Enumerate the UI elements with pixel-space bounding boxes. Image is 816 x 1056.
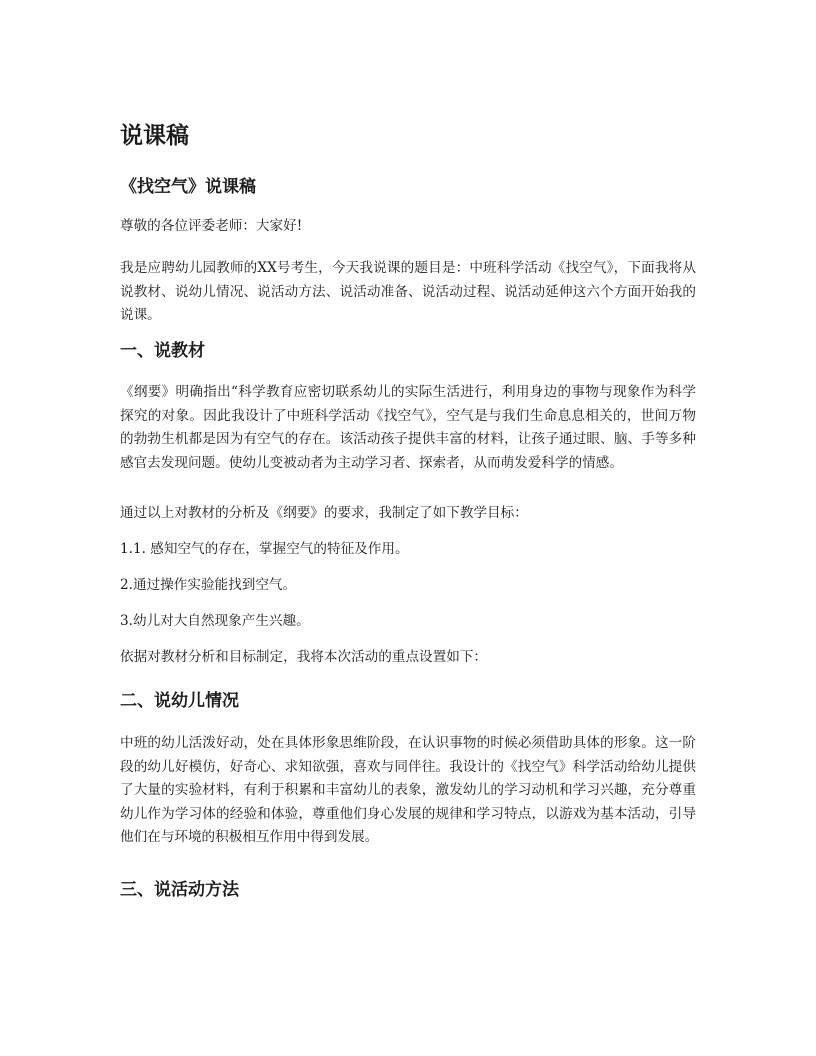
section-heading-methods: 三、说活动方法 — [120, 880, 239, 900]
children-paragraph: 中班的幼儿活泼好动，处在具体形象思维阶段，在认识事物的时候必须借助具体的形象。这一阶段的幼儿好模仿，好奇心、求知欲强，喜欢与同伴往。我设计的《找空气》科学活动给幼儿提供了大量的实验材料，有利于积累和丰富幼儿的表象，激发幼儿的学习动机和学习兴趣，充分尊重幼儿作为学习体的经验和体验，尊重他们身心发展的规律和学习特点，以游戏为基本活动，引导他们在与环境的积极相互作用中得到发展。 — [120, 735, 696, 846]
section-heading-children: 二、说幼儿情况 — [120, 691, 239, 711]
textbook-paragraph-1: 《纲要》明确指出“科学教育应密切联系幼儿的实际生活进行，利用身边的事物与现象作为科学探究的对象。因此我设计了中班科学活动《找空气》，空气是与我们生命息息相关的，世间万物的勃勃生机都是因为有空气的存在。该活动孩子提供丰富的材料，让孩子通过眼、脑、手等多种感官去发现问题。使幼儿变被动者为主动学习者、探索者，从而萌发爱科学的情感。 — [120, 384, 696, 471]
goal-item-1: 1.1. 感知空气的存在，掌握空气的特征及作用。 — [120, 541, 409, 557]
goal-item-3: 3.幼儿对大自然现象产生兴趣。 — [120, 613, 310, 629]
greeting-paragraph: 尊敬的各位评委老师：大家好! — [120, 218, 303, 234]
goal-item-2: 2.通过操作实验能找到空气。 — [120, 577, 297, 593]
intro-paragraph: 我是应聘幼儿园教师的XX号考生，今天我说课的题目是：中班科学活动《找空气》，下面我将从说教材、说幼儿情况、说活动方法、说活动准备、说活动过程、说活动延伸这六个方面开始我的说课。 — [120, 260, 696, 324]
textbook-paragraph-2: 通过以上对教材的分析及《纲要》的要求，我制定了如下教学目标： — [120, 505, 528, 521]
section-heading-textbook: 一、说教材 — [120, 341, 205, 361]
document-subtitle: 《找空气》说课稿 — [120, 177, 256, 197]
document-title: 说课稿 — [120, 123, 189, 149]
textbook-paragraph-3: 依据对教材分析和目标制定，我将本次活动的重点设置如下： — [120, 649, 488, 665]
